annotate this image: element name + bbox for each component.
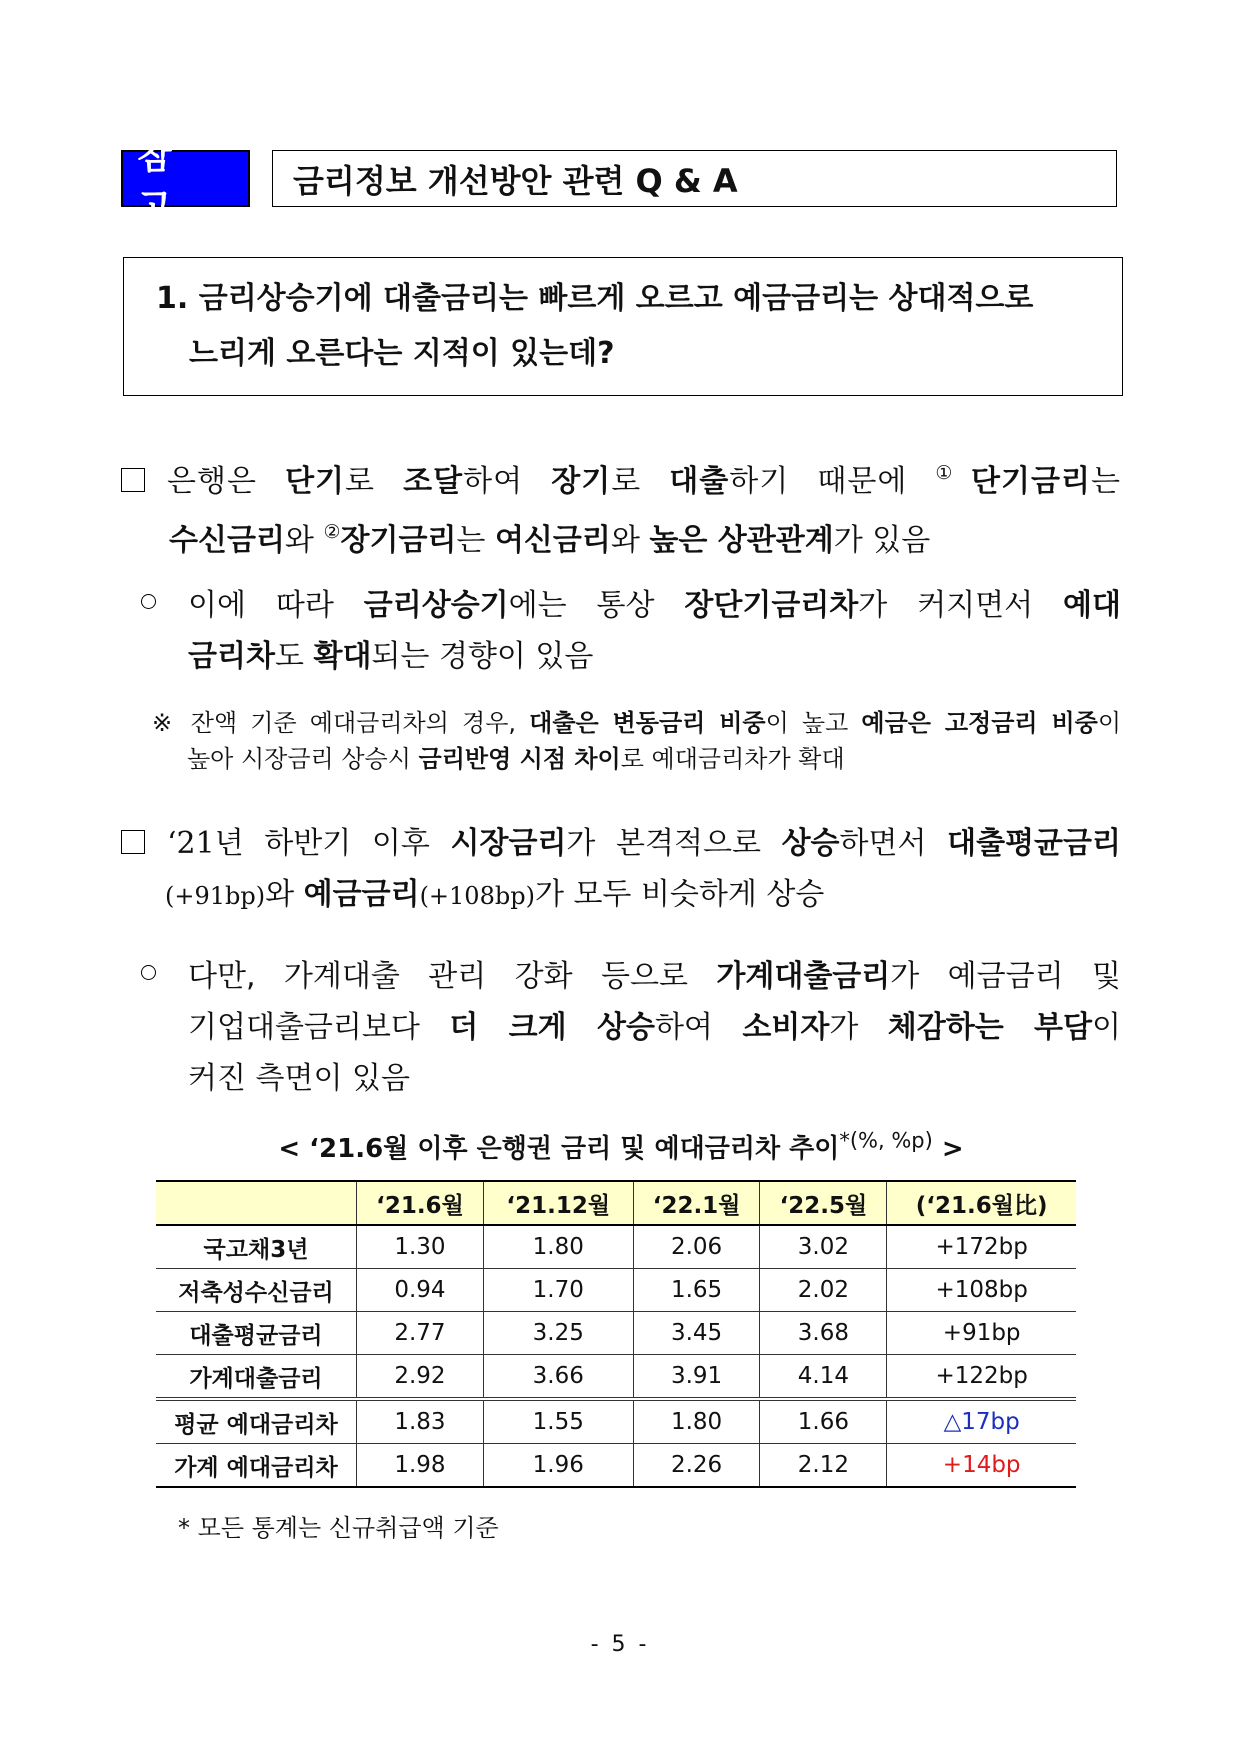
table-header-cell: ‘21.6월 [357,1181,484,1225]
checkbox-bullet-icon [121,830,145,854]
circle-bullet-icon [141,965,156,980]
question-box [123,257,1123,396]
note: ※ 잔액 기준 예대금리차의 경우, 대출은 변동금리 비중이 높고 예금은 고정금리 비중이 높아 시장금리 상승시 금리반영 시점 차이로 예대금리차가 확대 [152,709,1122,773]
footnote: * 모든 통계는 신규취급액 기준 [178,1514,499,1542]
reference-tag: 참 고 [121,150,250,207]
rates-table [156,1180,1076,1488]
table-cell: 1.66 [760,1399,887,1444]
table-cell: 2.06 [633,1225,760,1269]
table-cell: 3.91 [633,1355,760,1400]
table-header-cell [156,1181,357,1225]
table-cell: 1.80 [483,1225,633,1269]
table-cell: 2.02 [760,1269,887,1312]
checkbox-bullet-icon [121,468,145,492]
table-header-cell: ‘22.5월 [760,1181,887,1225]
table-cell: 2.92 [357,1355,484,1400]
table-cell: 1.96 [483,1444,633,1488]
paragraph-3: ‘21년 하반기 이후 시장금리가 본격적으로 상승하면서 대출평균금리 (+91bp)와 예금금리(+108bp)가 모두 비슷하게 상승 [121,818,1121,922]
row-label: 저축성수신금리 [156,1269,357,1312]
table-row [156,1312,1076,1355]
table-row [156,1399,1076,1444]
table-cell: 1.80 [633,1399,760,1444]
table-title: < ‘21.6월 이후 은행권 금리 및 예대금리차 추이$^{*(\%, \%p)}$ > [278,1128,964,1164]
table-cell: 3.02 [760,1225,887,1269]
paragraph-4: 다만, 가계대출 관리 강화 등으로 가계대출금리가 예금금리 및 기업대출금리보다 더 크게 상승하여 소비자가 체감하는 부담이 커진 측면이 있음 [141,951,1121,1104]
circle-bullet-icon [141,594,156,609]
table-cell: 3.66 [483,1355,633,1400]
change-cell: +172bp [887,1225,1076,1269]
table-row [156,1269,1076,1312]
row-label: 국고채3년 [156,1225,357,1269]
table-row [156,1225,1076,1269]
table-cell: 1.98 [357,1444,484,1488]
change-cell-increase: +14bp [887,1444,1076,1488]
table-row [156,1444,1076,1488]
page-title: 금리정보 개선방안 관련 Q & A [272,150,1117,207]
table-header-row [156,1181,1076,1225]
table-cell: 0.94 [357,1269,484,1312]
table-header-cell: ‘21.12월 [483,1181,633,1225]
change-cell: +108bp [887,1269,1076,1312]
page-number: - 5 - [590,1632,650,1657]
table-cell: 2.77 [357,1312,484,1355]
table-cell: 1.55 [483,1399,633,1444]
table-cell: 1.65 [633,1269,760,1312]
table-header-cell: (‘21.6월比) [887,1181,1076,1225]
table-header-cell: ‘22.1월 [633,1181,760,1225]
row-label: 가계대출금리 [156,1355,357,1400]
change-cell: +122bp [887,1355,1076,1400]
row-label: 대출평균금리 [156,1312,357,1355]
table-cell: 3.25 [483,1312,633,1355]
table-row [156,1355,1076,1400]
table-cell: 1.83 [357,1399,484,1444]
question-line-1: 1. 금리상승기에 대출금리는 빠르게 오르고 예금금리는 상대적으로 [156,281,1034,316]
row-label: 평균 예대금리차 [156,1399,357,1444]
question-line-2: 느리게 오른다는 지적이 있는데? [189,336,615,371]
table-cell: 2.26 [633,1444,760,1488]
table-cell: 3.45 [633,1312,760,1355]
table-cell: 1.30 [357,1225,484,1269]
paragraph-2: 이에 따라 금리상승기에는 통상 장단기금리차가 커지면서 예대 금리차도 확대되는 경향이 있음 [141,580,1121,682]
change-cell: +91bp [887,1312,1076,1355]
table-cell: 4.14 [760,1355,887,1400]
table-cell: 1.70 [483,1269,633,1312]
row-label: 가계 예대금리차 [156,1444,357,1488]
table-cell: 3.68 [760,1312,887,1355]
change-cell-decrease: △17bp [887,1399,1076,1444]
paragraph-1: 은행은 단기로 조달하여 장기로 대출하기 때문에 ①단기금리는 수신금리와 ②장기금리는 여신금리와 높은 상관관계가 있음 [121,448,1121,566]
table-cell: 2.12 [760,1444,887,1488]
